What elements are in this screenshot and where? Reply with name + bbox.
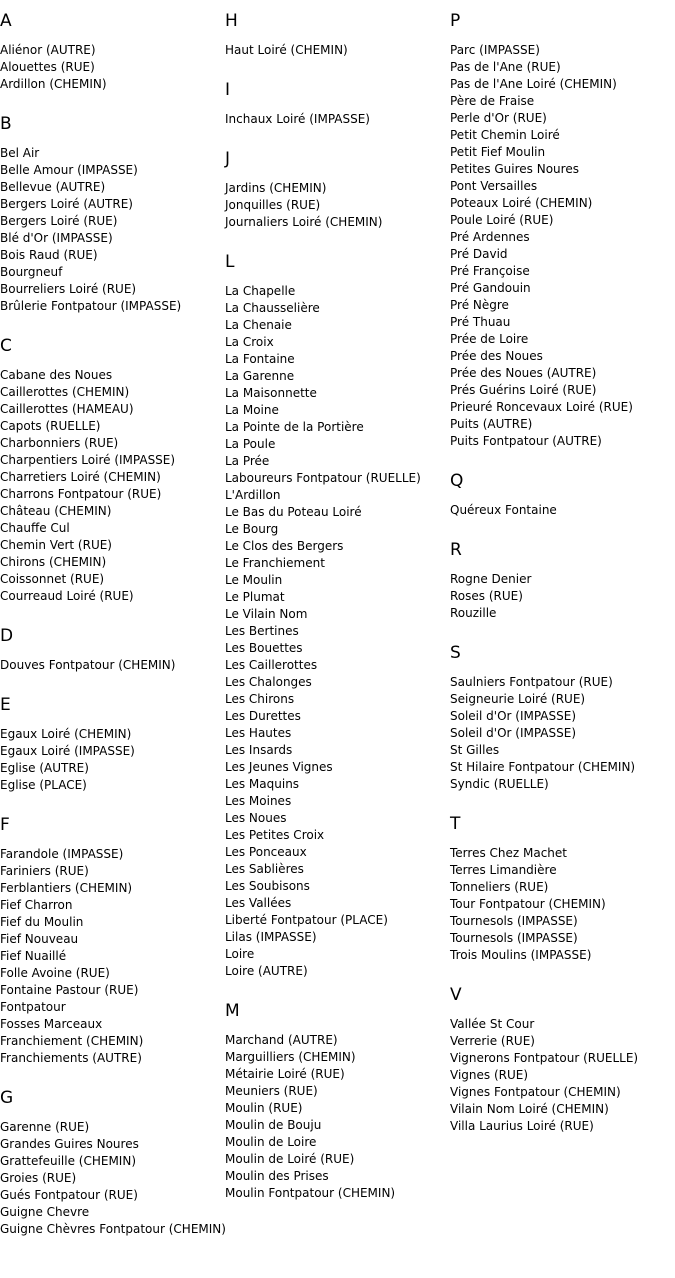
- street-name: La Chapelle: [225, 284, 296, 298]
- street-name: Pré Françoise: [450, 264, 530, 278]
- street-name: Fontpatour: [0, 1000, 66, 1014]
- street-name: La Maisonnette: [225, 386, 317, 400]
- street-name: Vallée St Cour: [450, 1017, 535, 1031]
- street-name: Terres Chez Machet: [450, 846, 567, 860]
- street-name: La Poule: [225, 437, 276, 451]
- street-name: Le Bourg: [225, 522, 279, 536]
- street-name: Douves Fontpatour (CHEMIN): [0, 658, 176, 672]
- street-list: [0, 846, 222, 1067]
- street-name: Moulin de Loiré (RUE): [225, 1152, 355, 1166]
- street-name: Vignerons Fontpatour (RUELLE): [450, 1051, 639, 1065]
- street-list: [225, 180, 447, 231]
- street-name: Les Jeunes Vignes: [225, 760, 333, 774]
- street-name: Grandes Guires Noures: [0, 1137, 139, 1151]
- street-name: Verrerie (RUE): [450, 1034, 535, 1048]
- street-name: Fariniers (RUE): [0, 864, 89, 878]
- letter-group: [225, 148, 447, 231]
- street-name: Le Moulin: [225, 573, 283, 587]
- street-index-column-3: [450, 0, 672, 1155]
- street-name: Chemin Vert (RUE): [0, 538, 112, 552]
- street-index-column-1: [0, 0, 226, 1258]
- street-name: Meuniers (RUE): [225, 1084, 318, 1098]
- street-name: Les Chirons: [225, 692, 295, 706]
- street-name: Caillerottes (CHEMIN): [0, 385, 130, 399]
- street-name: Les Moines: [225, 794, 292, 808]
- street-name: Bourgneuf: [0, 265, 63, 279]
- letter-heading: S: [450, 643, 461, 663]
- street-list: [450, 674, 672, 793]
- street-name: Les Insards: [225, 743, 293, 757]
- street-name: Bellevue (AUTRE): [0, 180, 106, 194]
- street-name: Fief du Moulin: [0, 915, 84, 929]
- street-name: Fosses Marceaux: [0, 1017, 103, 1031]
- street-name: Moulin (RUE): [225, 1101, 303, 1115]
- street-name: Franchiements (AUTRE): [0, 1051, 142, 1065]
- street-name: Moulin Fontpatour (CHEMIN): [225, 1186, 396, 1200]
- street-name: Prée des Noues: [450, 349, 543, 363]
- street-name: Garenne (RUE): [0, 1120, 90, 1134]
- street-name: St Hilaire Fontpatour (CHEMIN): [450, 760, 636, 774]
- street-index-column-2: [225, 0, 447, 1222]
- street-name: Les Maquins: [225, 777, 300, 791]
- street-name: Les Chalonges: [225, 675, 312, 689]
- letter-group: [450, 813, 672, 964]
- street-list: [0, 367, 222, 605]
- street-name: Le Franchiement: [225, 556, 325, 570]
- letter-heading: Q: [450, 471, 464, 491]
- street-name: La Moine: [225, 403, 279, 417]
- street-name: Vilain Nom Loiré (CHEMIN): [450, 1102, 609, 1116]
- letter-group: [0, 10, 222, 93]
- street-name: Les Vallées: [225, 896, 292, 910]
- street-name: Prée de Loire: [450, 332, 529, 346]
- street-name: Le Plumat: [225, 590, 285, 604]
- letter-heading: G: [0, 1088, 14, 1108]
- street-name: Vignes Fontpatour (CHEMIN): [450, 1085, 621, 1099]
- street-name: Liberté Fontpatour (PLACE): [225, 913, 388, 927]
- street-name: Haut Loiré (CHEMIN): [225, 43, 348, 57]
- street-name: Quéreux Fontaine: [450, 503, 557, 517]
- letter-group: [0, 113, 222, 315]
- letter-heading: P: [450, 11, 461, 31]
- street-name: Les Noues: [225, 811, 287, 825]
- street-name: Le Vilain Nom: [225, 607, 308, 621]
- letter-heading: T: [450, 814, 461, 834]
- letter-heading: V: [450, 985, 462, 1005]
- letter-heading: F: [0, 815, 10, 835]
- street-name: Tournesols (IMPASSE): [450, 931, 578, 945]
- street-name: Journaliers Loiré (CHEMIN): [225, 215, 383, 229]
- street-name: Capots (RUELLE): [0, 419, 101, 433]
- street-name: Trois Moulins (IMPASSE): [450, 948, 592, 962]
- street-name: Inchaux Loiré (IMPASSE): [225, 112, 370, 126]
- street-name: Le Clos des Bergers: [225, 539, 344, 553]
- street-name: Blé d'Or (IMPASSE): [0, 231, 113, 245]
- street-name: Bois Raud (RUE): [0, 248, 98, 262]
- street-name: Chirons (CHEMIN): [0, 555, 107, 569]
- street-name: Moulin de Bouju: [225, 1118, 322, 1132]
- street-name: Tour Fontpatour (CHEMIN): [450, 897, 606, 911]
- street-list: [0, 1119, 226, 1238]
- street-name: Moulin de Loire: [225, 1135, 317, 1149]
- letter-heading: M: [225, 1001, 240, 1021]
- letter-heading: H: [225, 11, 238, 31]
- street-name: Bergers Loiré (RUE): [0, 214, 118, 228]
- street-name: Lilas (IMPASSE): [225, 930, 317, 944]
- letter-heading: B: [0, 114, 12, 134]
- letter-group: [225, 251, 447, 980]
- street-name: Loire (AUTRE): [225, 964, 308, 978]
- street-name: Rogne Denier: [450, 572, 532, 586]
- street-name: Petites Guires Noures: [450, 162, 579, 176]
- street-name: Poteaux Loiré (CHEMIN): [450, 196, 593, 210]
- street-name: Les Petites Croix: [225, 828, 325, 842]
- street-name: Marchand (AUTRE): [225, 1033, 338, 1047]
- street-name: La Chenaie: [225, 318, 292, 332]
- street-name: Caillerottes (HAMEAU): [0, 402, 134, 416]
- street-list: [0, 657, 222, 674]
- street-name: St Gilles: [450, 743, 500, 757]
- street-name: Egaux Loiré (IMPASSE): [0, 744, 135, 758]
- street-name: Les Bouettes: [225, 641, 303, 655]
- street-name: Soleil d'Or (IMPASSE): [450, 709, 577, 723]
- street-name: Bel Air: [0, 146, 40, 160]
- street-name: Folle Avoine (RUE): [0, 966, 110, 980]
- letter-group: [0, 814, 222, 1067]
- street-name: Chauffe Cul: [0, 521, 70, 535]
- street-name: Eglise (AUTRE): [0, 761, 89, 775]
- street-name: Les Durettes: [225, 709, 301, 723]
- street-name: Jardins (CHEMIN): [225, 181, 327, 195]
- street-list: [0, 726, 222, 794]
- street-list: [450, 1016, 672, 1135]
- street-name: Métairie Loiré (RUE): [225, 1067, 345, 1081]
- street-list: [225, 42, 447, 59]
- street-name: Vignes (RUE): [450, 1068, 529, 1082]
- letter-group: [450, 984, 672, 1135]
- street-name: Bourreliers Loiré (RUE): [0, 282, 137, 296]
- street-name: Fontaine Pastour (RUE): [0, 983, 139, 997]
- letter-heading: D: [0, 626, 14, 646]
- street-name: Moulin des Prises: [225, 1169, 329, 1183]
- street-name: Terres Limandière: [450, 863, 557, 877]
- street-name: Petit Chemin Loiré: [450, 128, 560, 142]
- street-name: Belle Amour (IMPASSE): [0, 163, 138, 177]
- street-name: Eglise (PLACE): [0, 778, 87, 792]
- street-name: Pas de l'Ane (RUE): [450, 60, 561, 74]
- street-name: Pré Ardennes: [450, 230, 530, 244]
- street-name: Pré Thuau: [450, 315, 511, 329]
- street-name: Marguilliers (CHEMIN): [225, 1050, 356, 1064]
- street-name: Les Sablières: [225, 862, 304, 876]
- street-name: Cabane des Noues: [0, 368, 113, 382]
- street-name: Franchiement (CHEMIN): [0, 1034, 144, 1048]
- street-name: Pas de l'Ane Loiré (CHEMIN): [450, 77, 617, 91]
- street-name: Charpentiers Loiré (IMPASSE): [0, 453, 176, 467]
- street-name: Parc (IMPASSE): [450, 43, 540, 57]
- street-name: Coissonnet (RUE): [0, 572, 105, 586]
- street-name: Petit Fief Moulin: [450, 145, 546, 159]
- street-name: Seigneurie Loiré (RUE): [450, 692, 586, 706]
- street-name: La Prée: [225, 454, 270, 468]
- street-name: Guigne Chèvres Fontpatour (CHEMIN): [0, 1222, 226, 1236]
- street-name: Charbonniers (RUE): [0, 436, 119, 450]
- street-list: [450, 571, 672, 622]
- street-list: [225, 283, 447, 980]
- street-list: [450, 42, 672, 450]
- street-name: Bergers Loiré (AUTRE): [0, 197, 133, 211]
- street-name: L'Ardillon: [225, 488, 281, 502]
- letter-group: [0, 625, 222, 674]
- letter-group: [450, 470, 672, 519]
- street-name: Syndic (RUELLE): [450, 777, 549, 791]
- letter-heading: I: [225, 80, 231, 100]
- street-name: Charrons Fontpatour (RUE): [0, 487, 162, 501]
- street-list: [450, 502, 672, 519]
- letter-heading: C: [0, 336, 12, 356]
- street-name: Les Caillerottes: [225, 658, 318, 672]
- street-name: Les Hautes: [225, 726, 292, 740]
- street-name: Laboureurs Fontpatour (RUELLE): [225, 471, 421, 485]
- street-list: [225, 1032, 447, 1202]
- letter-heading: A: [0, 11, 12, 31]
- street-name: Le Bas du Poteau Loiré: [225, 505, 362, 519]
- street-name: Tournesols (IMPASSE): [450, 914, 578, 928]
- street-name: Loire: [225, 947, 255, 961]
- street-name: Père de Fraise: [450, 94, 535, 108]
- street-name: La Garenne: [225, 369, 295, 383]
- street-name: Charretiers Loiré (CHEMIN): [0, 470, 161, 484]
- street-name: Groies (RUE): [0, 1171, 77, 1185]
- letter-group: [450, 10, 672, 450]
- letter-group: [450, 539, 672, 622]
- letter-heading: E: [0, 695, 11, 715]
- letter-heading: L: [225, 252, 235, 272]
- street-name: La Chausselière: [225, 301, 320, 315]
- street-name: La Fontaine: [225, 352, 295, 366]
- street-name: Villa Laurius Loiré (RUE): [450, 1119, 594, 1133]
- letter-group: [225, 79, 447, 128]
- street-name: Poule Loiré (RUE): [450, 213, 554, 227]
- street-list: [0, 145, 222, 315]
- street-name: Pré David: [450, 247, 508, 261]
- letter-group: [0, 694, 222, 794]
- street-name: Jonquilles (RUE): [225, 198, 321, 212]
- street-name: Courreaud Loiré (RUE): [0, 589, 134, 603]
- street-name: Farandole (IMPASSE): [0, 847, 124, 861]
- letter-group: [225, 1000, 447, 1202]
- street-name: La Croix: [225, 335, 274, 349]
- street-name: Soleil d'Or (IMPASSE): [450, 726, 577, 740]
- street-list: [450, 845, 672, 964]
- street-name: Pont Versailles: [450, 179, 538, 193]
- street-name: Pré Nègre: [450, 298, 509, 312]
- letter-group: [0, 1087, 226, 1238]
- street-name: Perle d'Or (RUE): [450, 111, 547, 125]
- street-name: Prieuré Roncevaux Loiré (RUE): [450, 400, 633, 414]
- street-name: Alouettes (RUE): [0, 60, 95, 74]
- street-name: Gués Fontpatour (RUE): [0, 1188, 138, 1202]
- street-name: Fief Charron: [0, 898, 73, 912]
- street-name: Fief Nuaillé: [0, 949, 67, 963]
- letter-heading: J: [225, 149, 231, 169]
- street-name: Roses (RUE): [450, 589, 523, 603]
- street-name: Château (CHEMIN): [0, 504, 112, 518]
- street-name: Rouzille: [450, 606, 497, 620]
- street-name: Prés Guérins Loiré (RUE): [450, 383, 597, 397]
- street-name: Saulniers Fontpatour (RUE): [450, 675, 613, 689]
- street-list: [225, 111, 447, 128]
- street-name: Les Soubisons: [225, 879, 310, 893]
- street-name: La Pointe de la Portière: [225, 420, 364, 434]
- street-name: Puits (AUTRE): [450, 417, 533, 431]
- street-name: Fief Nouveau: [0, 932, 79, 946]
- street-name: Ferblantiers (CHEMIN): [0, 881, 133, 895]
- street-list: [0, 42, 222, 93]
- letter-heading: R: [450, 540, 462, 560]
- street-name: Aliénor (AUTRE): [0, 43, 96, 57]
- street-name: Grattefeuille (CHEMIN): [0, 1154, 137, 1168]
- street-name: Ardillon (CHEMIN): [0, 77, 107, 91]
- street-name: Prée des Noues (AUTRE): [450, 366, 597, 380]
- street-name: Les Bertines: [225, 624, 299, 638]
- street-name: Egaux Loiré (CHEMIN): [0, 727, 132, 741]
- street-name: Pré Gandouin: [450, 281, 531, 295]
- street-name: Tonneliers (RUE): [450, 880, 549, 894]
- letter-group: [450, 642, 672, 793]
- street-name: Guigne Chevre: [0, 1205, 90, 1219]
- letter-group: [225, 10, 447, 59]
- street-name: Les Ponceaux: [225, 845, 307, 859]
- street-name: Puits Fontpatour (AUTRE): [450, 434, 602, 448]
- letter-group: [0, 335, 222, 605]
- street-name: Brûlerie Fontpatour (IMPASSE): [0, 299, 182, 313]
